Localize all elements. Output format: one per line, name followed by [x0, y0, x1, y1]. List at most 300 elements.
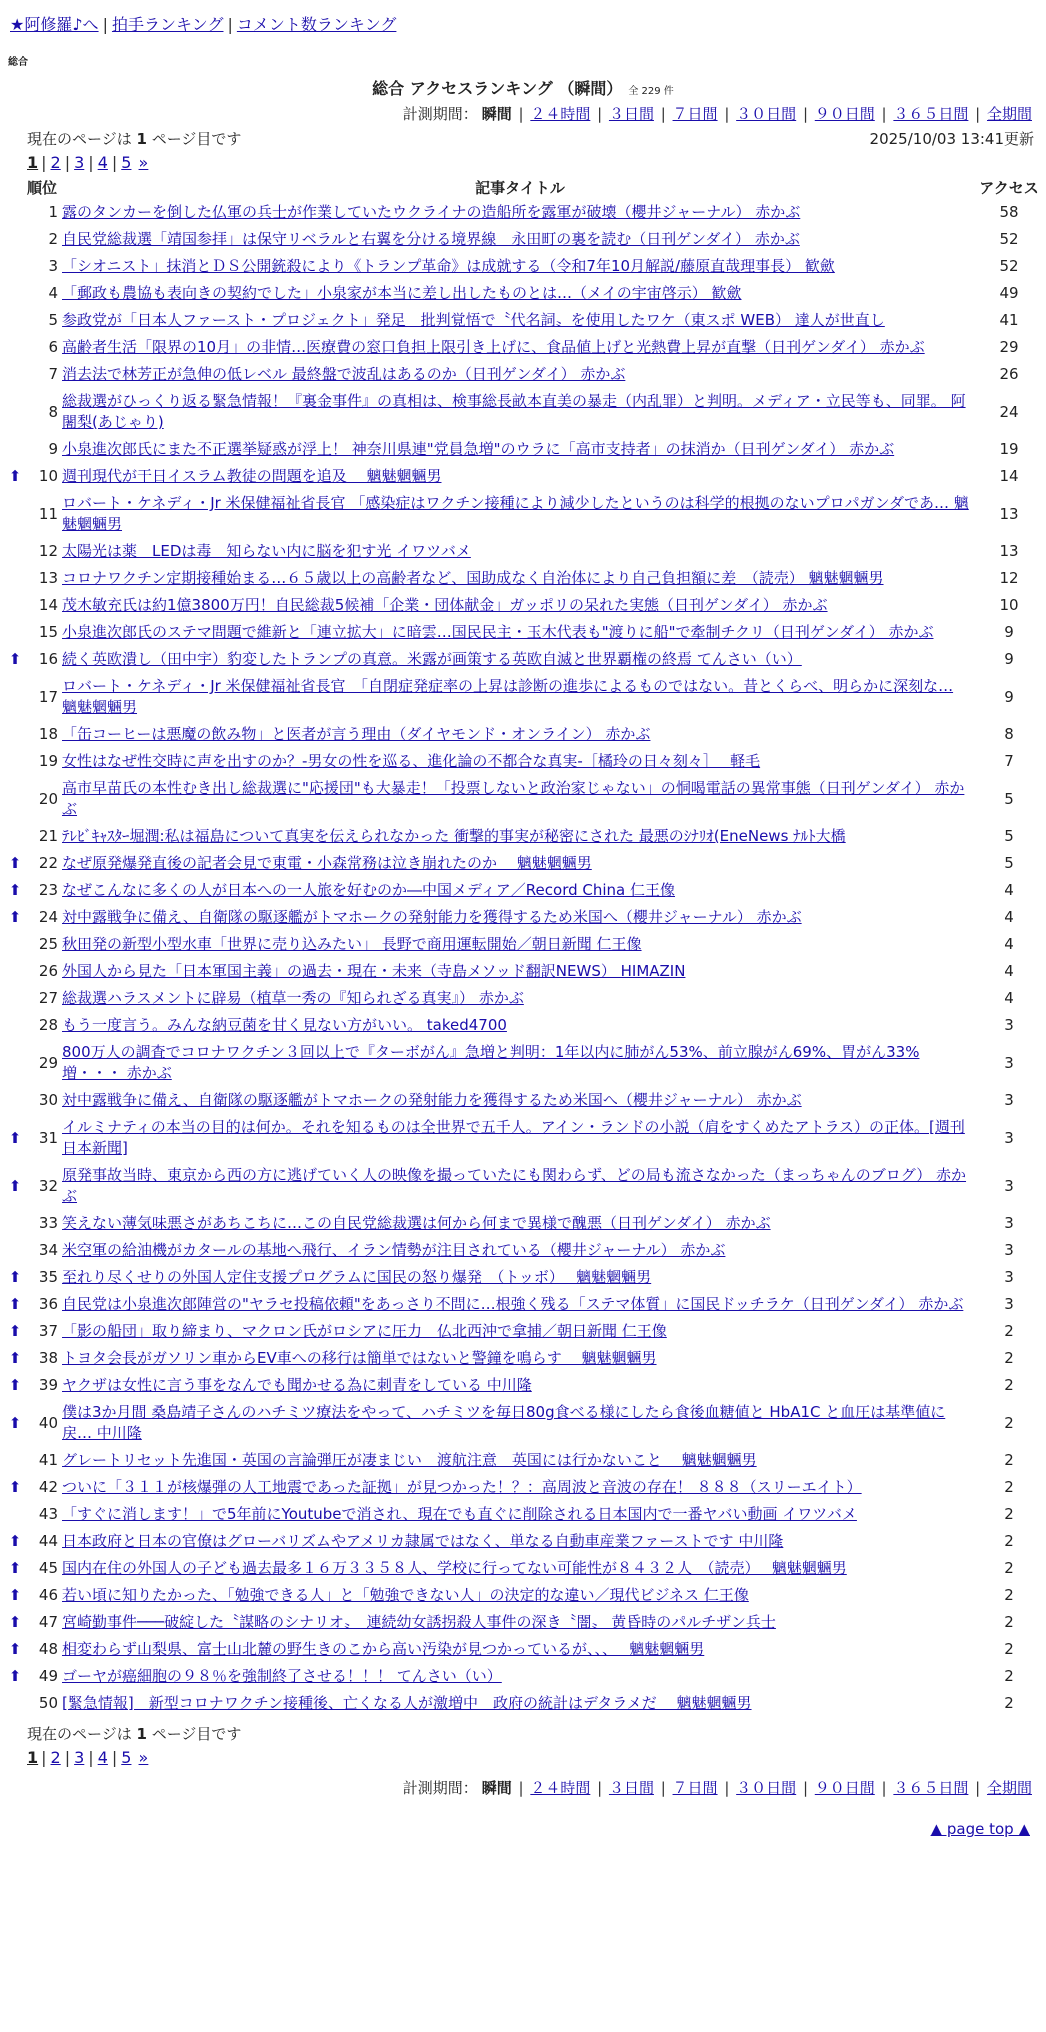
- title-cell: [62, 1210, 978, 1237]
- rank-change-cell: [4, 1162, 26, 1210]
- access-count: 9: [1004, 650, 1014, 668]
- article-title-link[interactable]: 女性はなぜ性交時に声を出すのか？-男女の性を巡る、進化論の不都合な真実-［橘玲の日々刻々］ 軽毛: [62, 752, 761, 770]
- rank-number: 36: [38, 1295, 58, 1313]
- access-count: 9: [1004, 687, 1014, 706]
- rank-number: 43: [38, 1505, 58, 1523]
- table-row: [4, 1012, 1040, 1039]
- rank-number: 5: [48, 311, 58, 329]
- access-count: 3: [1004, 1091, 1014, 1109]
- title-cell: [62, 673, 978, 721]
- title-cell: [62, 1582, 978, 1609]
- period-selector-bottom: [0, 1777, 1046, 1798]
- title-cell: [62, 361, 978, 388]
- table-row: [4, 1609, 1040, 1636]
- table-row: [4, 673, 1040, 721]
- page-info-number: 1: [136, 130, 147, 148]
- access-count: 5: [1004, 789, 1014, 808]
- period-current: 瞬間: [481, 1779, 512, 1797]
- rank-number: 35: [38, 1268, 58, 1286]
- article-title-link[interactable]: 対中露戦争に備え、自衛隊の駆逐艦がトマホークの発射能力を獲得するため米国へ（櫻井ジャーナル） 赤かぶ: [62, 908, 802, 926]
- table-row: [4, 904, 1040, 931]
- rank-number: 23: [38, 881, 58, 899]
- title-cell: [62, 958, 978, 985]
- separator: |: [513, 1779, 529, 1797]
- rank-up-arrow-icon: ⬆: [8, 1295, 22, 1313]
- article-title-link[interactable]: 小泉進次郎氏にまた不正選挙疑惑が浮上！ 神奈川県連"党員急増"のウラに「高市支持者」の抹消か（日刊ゲンダイ） 赤かぶ: [62, 440, 895, 458]
- article-title-link[interactable]: 至れり尽くせりの外国人定住支援プログラムに国民の怒り爆発 （トッボ） 魑魅魍魎男: [62, 1268, 652, 1286]
- rank-change-cell: [4, 1345, 26, 1372]
- title-cell: [62, 1663, 978, 1690]
- article-title-link[interactable]: 小泉進次郎氏のステマ問題で維新と「連立拡大」に暗雲…国民民主・玉木代表も"渡りに船"で牽制チクリ（日刊ゲンダイ） 赤かぶ: [62, 623, 934, 641]
- title-cell: [62, 1087, 978, 1114]
- access-count: 3: [1004, 1128, 1014, 1147]
- table-row: [4, 1345, 1040, 1372]
- access-count: 4: [1004, 908, 1014, 926]
- pager-link-2[interactable]: 2: [50, 1748, 61, 1767]
- separator: |: [111, 1748, 118, 1767]
- article-title-link[interactable]: 「缶コーヒーは悪魔の飲み物」と医者が言う理由（ダイヤモンド・オンライン） 赤かぶ: [62, 725, 651, 743]
- rank-change-cell: [4, 361, 26, 388]
- rank-change-cell: [4, 1663, 26, 1690]
- separator: |: [876, 105, 892, 123]
- article-title-link[interactable]: 高市早苗氏の本性むき出し総裁選に"応援団"も大暴走！「投票しないと政治家じゃない」の恫喝電話の異常事態（日刊ゲンダイ） 赤かぶ: [62, 779, 965, 818]
- separator: |: [655, 105, 671, 123]
- period-link[interactable]: ２４時間: [530, 105, 591, 123]
- table-row: [4, 877, 1040, 904]
- period-link[interactable]: ３６５日間: [893, 105, 969, 123]
- rank-change-cell: [4, 253, 26, 280]
- rank-change-cell: [4, 775, 26, 823]
- access-count: 49: [999, 284, 1019, 302]
- rank-up-arrow-icon: ⬆: [8, 1613, 22, 1631]
- rank-number: 34: [38, 1241, 58, 1259]
- period-link[interactable]: 全期間: [986, 105, 1032, 123]
- article-title-link[interactable]: ロバート・ケネディ・Jr 米保健福祉省長官 「感染症はワクチン接種により減少したというのは科学的根拠のないプロパガンダであ… 魑魅魍魎男: [62, 494, 969, 533]
- article-title-link[interactable]: 参政党が「日本人ファースト・プロジェクト」発足 批判覚悟で〝代名詞〟を使用したワケ（東スポ WEB） 達人が世直し: [62, 311, 885, 329]
- table-row: [4, 1039, 1040, 1087]
- separator: |: [719, 1779, 735, 1797]
- period-link[interactable]: ３６５日間: [893, 1779, 969, 1797]
- access-count: 58: [999, 203, 1019, 221]
- rank-number: 17: [38, 687, 58, 706]
- title-cell: [62, 1501, 978, 1528]
- access-count: 4: [1004, 935, 1014, 953]
- rank-number: 32: [38, 1176, 58, 1195]
- title-cell: [62, 1399, 978, 1447]
- article-title-link[interactable]: コロナワクチン定期接種始まる…６５歳以上の高齢者など、国助成なく自治体により自己負担額に差 （読売） 魑魅魍魎男: [62, 569, 884, 587]
- article-title-link[interactable]: ゴーヤが癌細胞の９８％を強制終了させる！！！ てんさい（い）: [62, 1667, 502, 1685]
- rank-change-cell: [4, 823, 26, 850]
- rank-number: 29: [38, 1053, 58, 1072]
- rank-up-arrow-icon: ⬆: [8, 1322, 22, 1340]
- rank-change-cell: [4, 436, 26, 463]
- separator: |: [41, 153, 47, 172]
- pager-link-3[interactable]: 3: [74, 1748, 85, 1767]
- period-link[interactable]: ３日間: [608, 1779, 654, 1797]
- access-count: 2: [1004, 1613, 1014, 1631]
- pager-link-4[interactable]: 4: [97, 1748, 108, 1767]
- access-count: 2: [1004, 1349, 1014, 1367]
- separator: |: [64, 153, 71, 172]
- rank-up-arrow-icon: ⬆: [8, 854, 22, 872]
- article-title-link[interactable]: 「すぐに消します！」で5年前にYoutubeで消され、現在でも直ぐに削除される日本国内で一番ヤバい動画 イワツバメ: [62, 1505, 857, 1523]
- access-count: 2: [1004, 1478, 1014, 1496]
- title-cell: [62, 388, 978, 436]
- table-row: [4, 463, 1040, 490]
- rank-up-arrow-icon: ⬆: [8, 1128, 22, 1147]
- rank-change-cell: [4, 1528, 26, 1555]
- rank-number: 21: [38, 827, 58, 845]
- access-count: 2: [1004, 1322, 1014, 1340]
- article-title-link[interactable]: 対中露戦争に備え、自衛隊の駆逐艦がトマホークの発射能力を獲得するため米国へ（櫻井ジャーナル） 赤かぶ: [62, 1091, 802, 1109]
- period-link[interactable]: 全期間: [986, 1779, 1032, 1797]
- article-title-link[interactable]: 茂木敏充氏は約1億3800万円！自民総裁5候補「企業・団体献金」ガッポリの呆れた実態（日刊ゲンダイ） 赤かぶ: [62, 596, 828, 614]
- article-title-link[interactable]: なぜ原発爆発直後の記者会見で東電・小森常務は泣き崩れたのか 魑魅魍魎男: [62, 854, 592, 872]
- period-label: 計測期間：: [402, 1779, 478, 1797]
- rank-change-cell: [4, 1210, 26, 1237]
- article-title-link[interactable]: 消去法で林芳正が急伸の低レベル 最終盤で波乱はあるのか（日刊ゲンダイ） 赤かぶ: [62, 365, 626, 383]
- rank-change-cell: [4, 958, 26, 985]
- rank-number: 18: [38, 725, 58, 743]
- table-row: [4, 958, 1040, 985]
- separator: |: [88, 153, 94, 172]
- page-info-suffix: ページ目です: [146, 1725, 242, 1743]
- period-link[interactable]: ７日間: [672, 1779, 718, 1797]
- rank-change-cell: [4, 1114, 26, 1162]
- table-row: [4, 1690, 1040, 1717]
- rank-change-cell: [4, 1582, 26, 1609]
- article-title-link[interactable]: 高齢者生活「限界の10月」の非情…医療費の窓口負担上限引き上げに、食品値上げと光熱費上昇が直撃（日刊ゲンダイ） 赤かぶ: [62, 338, 925, 356]
- pager-link-2[interactable]: 2: [50, 153, 61, 172]
- article-title-link[interactable]: 800万人の調査でコロナワクチン３回以上で『ターボがん』急増と判明：1年以内に肺がん53%、前立腺がん69%、胃がん33%増・・・ 赤かぶ: [62, 1043, 920, 1082]
- rank-number: 19: [38, 752, 58, 770]
- rank-number: 8: [48, 402, 58, 421]
- table-row: [4, 1636, 1040, 1663]
- rank-change-cell: [4, 721, 26, 748]
- article-title-link[interactable]: 「郵政も農協も表向きの契約でした」小泉家が本当に差し出したものとは…（メイの宇宙啓示） 歓歛: [62, 284, 742, 302]
- period-link[interactable]: ３０日間: [736, 105, 797, 123]
- rank-change-cell: [4, 646, 26, 673]
- title-cell: [62, 823, 978, 850]
- rank-number: 16: [38, 650, 58, 668]
- pagination-bottom: [0, 1748, 1046, 1767]
- table-row: [4, 1555, 1040, 1582]
- rank-number: 48: [38, 1640, 58, 1658]
- rank-number: 25: [38, 935, 58, 953]
- article-title-link[interactable]: 笑えない薄気味悪さがあちこちに…この自民党総裁選は何から何まで異様で醜悪（日刊ゲンダイ） 赤かぶ: [62, 1214, 771, 1232]
- access-count: 3: [1004, 1053, 1014, 1072]
- table-row: [4, 1264, 1040, 1291]
- access-count: 8: [1004, 725, 1014, 743]
- table-row: [4, 1114, 1040, 1162]
- access-count: 5: [1004, 854, 1014, 872]
- page-top-link[interactable]: ▲ page top ▲: [930, 1820, 1030, 1838]
- article-title-link[interactable]: 「影の船団」取り締まり、マクロン氏がロシアに圧力 仏北西沖で拿捕／朝日新聞 仁王像: [62, 1322, 667, 1340]
- rank-change-cell: [4, 1474, 26, 1501]
- rank-up-arrow-icon: ⬆: [8, 1640, 22, 1658]
- table-row: [4, 775, 1040, 823]
- rank-change-cell: [4, 388, 26, 436]
- title-cell: [62, 1162, 978, 1210]
- page-info-row-bottom: [0, 1723, 1046, 1744]
- period-link[interactable]: ９０日間: [814, 1779, 875, 1797]
- article-title-link[interactable]: 露のタンカーを倒した仏軍の兵士が作業していたウクライナの造船所を露軍が破壊（櫻井ジャーナル） 赤かぶ: [62, 203, 801, 221]
- rank-change-cell: [4, 307, 26, 334]
- article-title-link[interactable]: ついに「３１１が核爆弾の人工地震であった証拠」が見つかった！？：高周波と音波の存在！ ８８８（スリーエイト）: [62, 1478, 862, 1496]
- table-row: [4, 1528, 1040, 1555]
- pager-link-5[interactable]: 5: [121, 1748, 132, 1767]
- access-count: 5: [1004, 827, 1014, 845]
- title-cell: [62, 538, 978, 565]
- access-count: 3: [1004, 1295, 1014, 1313]
- rank-up-arrow-icon: ⬆: [8, 908, 22, 926]
- access-count: 3: [1004, 1176, 1014, 1195]
- article-title-link[interactable]: もう一度言う。みんな納豆菌を甘く見ない方がいい。 taked4700: [62, 1016, 507, 1034]
- table-header-row: [4, 176, 1040, 199]
- separator: |: [513, 105, 529, 123]
- rank-up-arrow-icon: ⬆: [8, 1349, 22, 1367]
- article-title-link[interactable]: 週刊現代が干日イスラム教徒の問題を追及 魑魅魍魎男: [62, 467, 442, 485]
- article-title-link[interactable]: なぜこんなに多くの人が日本への一人旅を好むのか―中国メディア／Record China 仁王像: [62, 881, 676, 899]
- home-link[interactable]: ★阿修羅♪へ: [10, 15, 99, 34]
- separator: |: [719, 105, 735, 123]
- pager-link-5[interactable]: 5: [121, 153, 132, 172]
- title-cell: [62, 619, 978, 646]
- period-link[interactable]: ７日間: [672, 105, 718, 123]
- rank-number: 49: [38, 1667, 58, 1685]
- title-cell: [62, 334, 978, 361]
- table-row: [4, 1318, 1040, 1345]
- access-count: 3: [1004, 1214, 1014, 1232]
- rank-change-cell: [4, 1636, 26, 1663]
- period-link[interactable]: ９０日間: [814, 105, 875, 123]
- table-row: [4, 1447, 1040, 1474]
- rank-change-cell: [4, 592, 26, 619]
- article-title-link[interactable]: 相変わらず山梨県、富士山北麓の野生きのこから高い汚染が見つかっているが、、、 魑魅魍魎男: [62, 1640, 705, 1658]
- period-link[interactable]: ３日間: [608, 105, 654, 123]
- article-title-link[interactable]: 自民党総裁選「靖国参拝」は保守リベラルと右翼を分ける境界線 永田町の裏を読む（日刊ゲンダイ） 赤かぶ: [62, 230, 800, 248]
- period-link[interactable]: ３０日間: [736, 1779, 797, 1797]
- rank-change-cell: [4, 1372, 26, 1399]
- rank-change-cell: [4, 1012, 26, 1039]
- rank-change-cell: [4, 334, 26, 361]
- rank-number: 4: [48, 284, 58, 302]
- title-cell: [62, 199, 978, 226]
- article-title-link[interactable]: 総裁選ハラスメントに辟易（植草一秀の『知られざる真実』） 赤かぶ: [62, 989, 524, 1007]
- rank-up-arrow-icon: ⬆: [8, 881, 22, 899]
- title-cell: [62, 904, 978, 931]
- access-count: 7: [1004, 752, 1014, 770]
- rank-change-cell: [4, 1399, 26, 1447]
- separator: |: [227, 15, 233, 34]
- top-navigation: [0, 0, 1046, 41]
- article-title-link[interactable]: 太陽光は薬 LEDは毒 知らない内に脳を犯す光 イワツバメ: [62, 542, 471, 560]
- access-count: 4: [1004, 989, 1014, 1007]
- title-cell: [62, 646, 978, 673]
- title-cell: [62, 1447, 978, 1474]
- rank-up-arrow-icon: ⬆: [8, 1176, 22, 1195]
- article-title-link[interactable]: 宮崎勤事件───破綻した〝謀略のシナリオ〟 連続幼女誘拐殺人事件の深き〝闇〟 黄昏時のパルチザン兵士: [62, 1613, 776, 1631]
- article-title-link[interactable]: 若い頃に知りたかった、「勉強できる人」と「勉強できない人」の決定的な違い／現代ビジネス 仁王像: [62, 1586, 749, 1604]
- separator: |: [798, 1779, 813, 1797]
- rank-up-arrow-icon: ⬆: [8, 1268, 22, 1286]
- page-top-row: [0, 1820, 1046, 1838]
- table-row: [4, 646, 1040, 673]
- ranking-heading: [0, 76, 1046, 99]
- title-cell: [62, 1690, 978, 1717]
- access-count: 10: [999, 596, 1019, 614]
- total-count: 全 229 件: [628, 86, 674, 97]
- period-link[interactable]: ２４時間: [530, 1779, 591, 1797]
- table-row: [4, 538, 1040, 565]
- table-row: [4, 1237, 1040, 1264]
- rank-number: 2: [48, 230, 58, 248]
- separator: |: [592, 105, 607, 123]
- access-count: 2: [1004, 1505, 1014, 1523]
- updated-timestamp: 2025/10/03 13:41更新: [869, 130, 1034, 148]
- article-title-link[interactable]: イルミナティの本当の目的は何か。それを知るものは全世界で五千人。アイン・ランドの小説（肩をすくめたアトラス）の正体。[週刊日本新聞]: [62, 1118, 965, 1157]
- comment-ranking-link[interactable]: コメント数ランキング: [236, 15, 397, 34]
- rank-number: 10: [38, 467, 58, 485]
- access-count: 26: [999, 365, 1019, 383]
- title-cell: [62, 1345, 978, 1372]
- article-title-link[interactable]: 日本政府と日本の官僚はグローバリズムやアメリカ隷属ではなく、単なる自動車産業ファーストです 中川隆: [62, 1532, 784, 1550]
- article-title-link[interactable]: 外国人から見た「日本軍国主義」の過去・現在・未来（寺島メソッド翻訳NEWS） HIMAZIN: [62, 962, 686, 980]
- rank-number: 31: [38, 1128, 58, 1147]
- access-count: 3: [1004, 1016, 1014, 1034]
- title-cell: [62, 1474, 978, 1501]
- article-title-link[interactable]: 秋田発の新型小型水車「世界に売り込みたい」 長野で商用運転開始／朝日新聞 仁王像: [62, 935, 642, 953]
- separator: |: [655, 1779, 671, 1797]
- title-cell: [62, 877, 978, 904]
- rank-number: 12: [38, 542, 58, 560]
- access-count: 3: [1004, 1241, 1014, 1259]
- rank-number: 20: [38, 789, 58, 808]
- access-count: 2: [1004, 1532, 1014, 1550]
- pager-next-link[interactable]: »: [138, 1748, 149, 1767]
- rank-change-cell: [4, 280, 26, 307]
- table-row: [4, 1087, 1040, 1114]
- article-title-link[interactable]: 自民党は小泉進次郎陣営の"ヤラセ投稿依頼"をあっさり不問に…根強く残る「ステマ体質」に国民ドッチラケ（日刊ゲンダイ） 赤かぶ: [62, 1295, 964, 1313]
- rank-up-arrow-icon: ⬆: [8, 1478, 22, 1496]
- rank-number: 9: [48, 440, 58, 458]
- title-cell: [62, 592, 978, 619]
- category-label: 総合: [8, 57, 28, 68]
- period-label: 計測期間：: [402, 105, 478, 123]
- rank-number: 33: [38, 1214, 58, 1232]
- separator: |: [970, 1779, 985, 1797]
- access-count: 24: [999, 402, 1019, 421]
- rank-up-arrow-icon: ⬆: [8, 1376, 22, 1394]
- table-row: [4, 1210, 1040, 1237]
- article-title-link[interactable]: 「シオニスト」抹消とＤＳ公開銃殺により《トランプ革命》は成就する（令和7年10月解説/藤原直哉理事長） 歓歛: [62, 257, 835, 275]
- rank-change-cell: [4, 463, 26, 490]
- ranking-table-body: [4, 199, 1040, 1717]
- table-row: [4, 334, 1040, 361]
- access-count: 41: [999, 311, 1019, 329]
- rank-up-arrow-icon: ⬆: [8, 1532, 22, 1550]
- separator: |: [798, 105, 813, 123]
- pager-link-3[interactable]: 3: [74, 153, 85, 172]
- table-row: [4, 490, 1040, 538]
- pager-current: 1: [27, 153, 39, 172]
- table-row: [4, 1162, 1040, 1210]
- article-title-link[interactable]: グレートリセット先進国・英国の言論弾圧が凄まじい 渡航注意 英国には行かないこと 魑魅魍魎男: [62, 1451, 757, 1469]
- title-cell: [62, 565, 978, 592]
- rank-number: 42: [38, 1478, 58, 1496]
- title-cell: [62, 1555, 978, 1582]
- article-title-link[interactable]: ロバート・ケネディ・Jr 米保健福祉省長官 「自閉症発症率の上昇は診断の進歩によるものではない。昔とくらべ、明らかに深刻な… 魑魅魍魎男: [62, 677, 954, 716]
- separator: |: [102, 15, 108, 34]
- rank-change-cell: [4, 1690, 26, 1717]
- article-title-link[interactable]: [緊急情報] 新型コロナワクチン接種後、亡くなる人が激増中 政府の統計はデタラメだ 魑魅魍魎男: [62, 1694, 752, 1712]
- title-cell: [62, 1528, 978, 1555]
- rank-change-cell: [4, 538, 26, 565]
- clap-ranking-link[interactable]: 拍手ランキング: [111, 15, 224, 34]
- access-count: 2: [1004, 1694, 1014, 1712]
- table-row: [4, 1501, 1040, 1528]
- article-title-link[interactable]: ヤクザは女性に言う事をなんでも聞かせる為に刺青をしている 中川隆: [62, 1376, 532, 1394]
- title-cell: [62, 748, 978, 775]
- article-title-link[interactable]: 米空軍の給油機がカタールの基地へ飛行、イラン情勢が注目されている（櫻井ジャーナル） 赤かぶ: [62, 1241, 726, 1259]
- pager-next-link[interactable]: »: [138, 153, 149, 172]
- article-title-link[interactable]: ﾃﾚﾋﾞｷｬｽﾀｰ堀潤:私は福島について真実を伝えられなかった 衝撃的事実が秘密にされた 最悪のｼﾅﾘｵ(EneNews ﾅﾙﾄ大橋: [62, 827, 846, 845]
- rank-change-cell: [4, 985, 26, 1012]
- table-row: [4, 307, 1040, 334]
- article-title-link[interactable]: トヨタ会長がガソリン車からEV車への移行は簡単ではないと警鐘を鳴らす 魑魅魍魎男: [62, 1349, 657, 1367]
- table-row: [4, 253, 1040, 280]
- rank-change-cell: [4, 1609, 26, 1636]
- pagination-top: [0, 153, 1046, 172]
- article-title-link[interactable]: 国内在住の外国人の子ども過去最多１６万３３５８人、学校に行ってない可能性が８４３２人 （読売） 魑魅魍魎男: [62, 1559, 847, 1577]
- title-cell: [62, 307, 978, 334]
- rank-change-cell: [4, 850, 26, 877]
- access-count: 2: [1004, 1586, 1014, 1604]
- page-info-prefix: 現在のページは: [27, 130, 137, 148]
- rank-change-cell: [4, 904, 26, 931]
- separator: |: [64, 1748, 71, 1767]
- rank-change-cell: [4, 1087, 26, 1114]
- access-count: 2: [1004, 1451, 1014, 1469]
- title-cell: [62, 226, 978, 253]
- rank-change-cell: [4, 1555, 26, 1582]
- title-cell: [62, 463, 978, 490]
- article-title-link[interactable]: 続く英欧潰し（田中宇）豹変したトランプの真意。米露が画策する英欧自滅と世界覇権の終焉 てんさい（い）: [62, 650, 802, 668]
- rank-number: 11: [38, 504, 58, 523]
- title-cell: [62, 1636, 978, 1663]
- table-row: [4, 1399, 1040, 1447]
- access-count: 2: [1004, 1413, 1014, 1432]
- pager-current: 1: [27, 1748, 39, 1767]
- rank-number: 44: [38, 1532, 58, 1550]
- article-title-link[interactable]: 総裁選がひっくり返る緊急情報！『裏金事件』の真相は、検事総長畝本直美の暴走（内乱罪）と判明。メディア・立民等も、同罪。 阿闍梨(あじゃり): [62, 392, 966, 431]
- access-count: 4: [1004, 962, 1014, 980]
- title-cell: [62, 985, 978, 1012]
- article-title-link[interactable]: 原発事故当時、東京から西の方に逃げていく人の映像を撮っていたにも関わらず、どの局も流さなかった（まっちゃんのブログ） 赤かぶ: [62, 1166, 967, 1205]
- table-row: [4, 931, 1040, 958]
- pager-link-4[interactable]: 4: [97, 153, 108, 172]
- rank-change-cell: [4, 1291, 26, 1318]
- page-info-number: 1: [136, 1725, 147, 1743]
- access-count: 2: [1004, 1376, 1014, 1394]
- rank-up-arrow-icon: ⬆: [8, 1667, 22, 1685]
- access-count: 3: [1004, 1268, 1014, 1286]
- access-count: 2: [1004, 1640, 1014, 1658]
- rank-number: 40: [38, 1413, 58, 1432]
- article-title-link[interactable]: 僕は3か月間 桑島靖子さんのハチミツ療法をやって、ハチミツを毎日80g食べる様にしたら食後血糖値と HbA1C と血圧は基準値に戻… 中川隆: [62, 1403, 946, 1442]
- rank-up-arrow-icon: ⬆: [8, 1586, 22, 1604]
- rank-number: 39: [38, 1376, 58, 1394]
